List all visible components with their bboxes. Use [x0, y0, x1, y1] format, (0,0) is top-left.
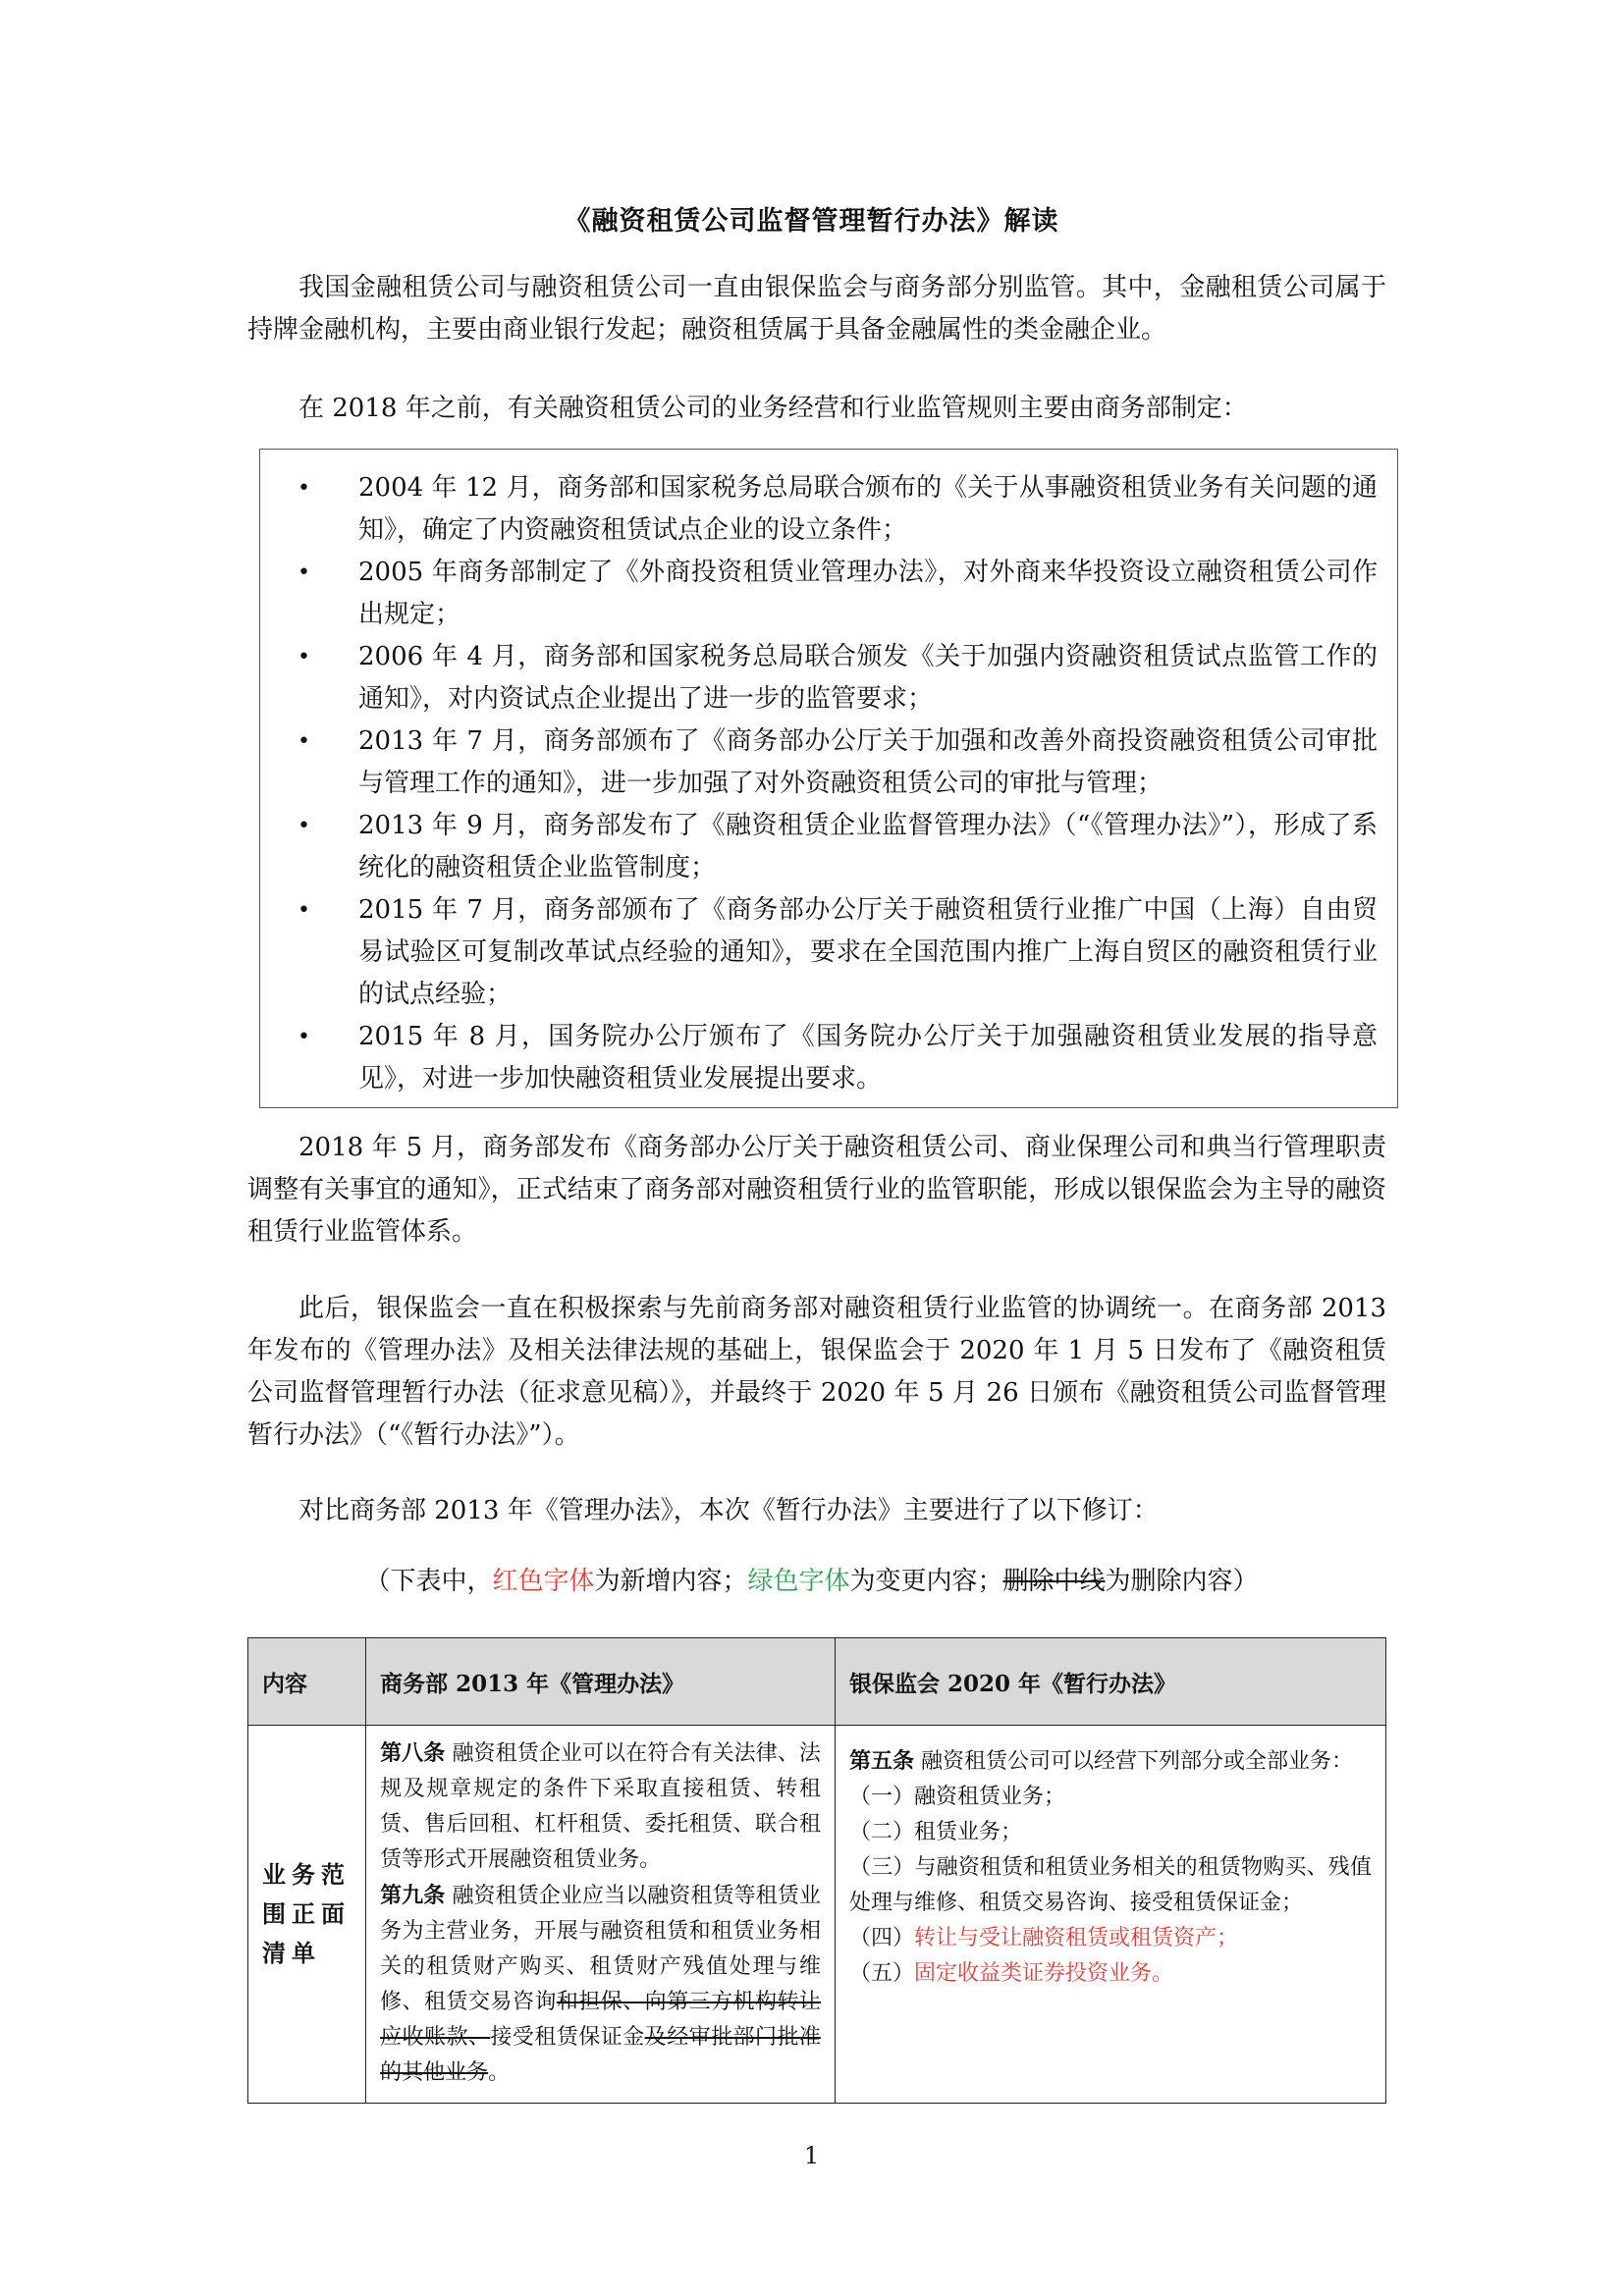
legend-deleted-label: 删除中线 [1002, 1567, 1106, 1596]
may-2018-paragraph: 2018 年 5 月，商务部发布《商务部办公厅关于融资租赁公司、商业保理公司和典当行管理职责调整有关事宜的通知》，正式结束了商务部对融资租赁行业的监管职能，形成以银保监会为主导的融资租赁行业监管体系。 [247, 1133, 1386, 1247]
page-number: 1 [803, 2142, 820, 2169]
added-text: 固定收益类证券投资业务。 [913, 1961, 1173, 1986]
list-item: （一）融资租赁业务； [848, 1785, 1065, 1809]
deleted-text: 和担保、向第三方机构转让应收账款、 [380, 1990, 821, 2050]
deleted-text: 及经审批部门批准的其他业务 [380, 2025, 821, 2085]
list-item: • 2013 年 7 月，商务部颁布了《商务部办公厅关于加强和改善外商投资融资租赁公司审批与管理工作的通知》，进一步加强了对外资融资租赁公司的审批与管理； [358, 721, 1378, 805]
column-header-2013: 商务部 2013 年《管理办法》 [366, 1638, 836, 1726]
column-header-2020: 银保监会 2020 年《暂行办法》 [835, 1638, 1385, 1726]
comparison-table [247, 1637, 1386, 2104]
new-rules-cell: 第五条 融资租赁公司可以经营下列部分或全部业务： （一）融资租赁业务； （二）租赁业务； （三）与融资租赁和租赁业务相关的租赁物购买、残值处理与维修、租赁交易咨询、接受租赁保证金； （四）转让与受让融资租赁或租赁资产； （五）固定收益类证券投资业务。 [835, 1726, 1385, 2104]
list-item: • 2006 年 4 月，商务部和国家税务总局联合颁发《关于加强内资融资租赁试点监管工作的通知》，对内资试点企业提出了进一步的监管要求； [358, 636, 1378, 721]
bullet-icon: • [298, 729, 310, 754]
intro-paragraph: 我国金融租赁公司与融资租赁公司一直由银保监会与商务部分别监管。其中，金融租赁公司属于持牌金融机构，主要由商业银行发起；融资租赁属于具备金融属性的类金融企业。 [247, 273, 1386, 345]
pre-2018-paragraph: 在 2018 年之前，有关融资租赁公司的业务经营和行业监管规则主要由商务部制定： [298, 394, 1248, 423]
column-header-content: 内容 [248, 1638, 366, 1726]
table-header-row [248, 1638, 1386, 1726]
bullet-icon: • [298, 645, 310, 669]
list-item: • 2015 年 8 月，国务院办公厅颁布了《国务院办公厅关于加强融资租赁业发展的指导意见》，对进一步加快融资租赁业发展提出要求。 [358, 1016, 1378, 1100]
legend-changed-label: 绿色字体 [747, 1567, 850, 1596]
article-9-title: 第九条 [380, 1883, 446, 1908]
bullet-icon: • [298, 898, 310, 923]
list-item: （五）固定收益类证券投资业务。 [848, 1961, 1173, 1986]
list-item: （三）与融资租赁和租赁业务相关的租赁物购买、残值处理与维修、租赁交易咨询、接受租赁保证金； [848, 1855, 1372, 1915]
list-item: • 2015 年 7 月，商务部颁布了《商务部办公厅关于融资租赁行业推广中国（上海）自由贸易试验区可复制改革试点经验的通知》，要求在全国范围内推广上海自贸区的融资租赁行业的试点经验； [358, 889, 1378, 1016]
list-item: （二）租赁业务； [848, 1820, 1022, 1844]
bullet-icon: • [298, 476, 310, 501]
history-list [260, 450, 1397, 1100]
bullet-icon: • [298, 561, 310, 585]
document-title: 《融资租赁公司监督管理暂行办法》解读 [564, 206, 1059, 237]
legend-added-label: 红色字体 [492, 1567, 595, 1596]
history-box [259, 449, 1398, 1108]
row-label: 业务范围正面清单 [248, 1726, 366, 2104]
list-item: （四）转让与受让融资租赁或租赁资产； [848, 1926, 1238, 1950]
bullet-icon: • [298, 814, 310, 838]
list-item: • 2013 年 9 月，商务部发布了《融资租赁企业监督管理办法》（“《管理办法》”），形成了系统化的融资租赁企业监管制度； [358, 805, 1378, 889]
table-row [248, 1726, 1386, 2104]
article-8-title: 第八条 [380, 1740, 446, 1766]
table-legend: （下表中，红色字体为新增内容；绿色字体为变更内容；删除中线为删除内容） [364, 1567, 1259, 1596]
old-rules-cell: 第八条 融资租赁企业可以在符合有关法律、法规及规章规定的条件下采取直接租赁、转租赁、售后回租、杠杆租赁、委托租赁、联合租赁等形式开展融资租赁业务。 第九条 融资租赁企业应当以融资租赁等租赁业务为主营业务，开展与融资租赁和租赁业务相关的租赁财产购买、租赁财产残值处理与维修、租赁交易咨询和担保、向第三方机构转让应收账款、接受租赁保证金及经审批部门批准的其他业务。 [366, 1726, 836, 2104]
list-item: • 2004 年 12 月，商务部和国家税务总局联合颁布的《关于从事融资租赁业务有关问题的通知》，确定了内资融资租赁试点企业的设立条件； [358, 467, 1378, 552]
bullet-icon: • [298, 1025, 310, 1049]
list-item: • 2005 年商务部制定了《外商投资租赁业管理办法》，对外商来华投资设立融资租赁公司作出规定； [358, 552, 1378, 636]
comparison-intro-paragraph: 对比商务部 2013 年《管理办法》，本次《暂行办法》主要进行了以下修订： [298, 1496, 1159, 1525]
cbirc-paragraph: 此后，银保监会一直在积极探索与先前商务部对融资租赁行业监管的协调统一。在商务部 2013 年发布的《管理办法》及相关法律法规的基础上，银保监会于 2020 年 1 月 5 日发布了《融资租赁公司监督管理暂行办法（征求意见稿）》，并最终于 2020 年 5 月 26 日颁布《融资租赁公司监督管理暂行办法》（“《暂行办法》”）。 [247, 1294, 1386, 1450]
added-text: 转让与受让融资租赁或租赁资产； [913, 1926, 1238, 1950]
article-5-title: 第五条 [848, 1748, 914, 1774]
